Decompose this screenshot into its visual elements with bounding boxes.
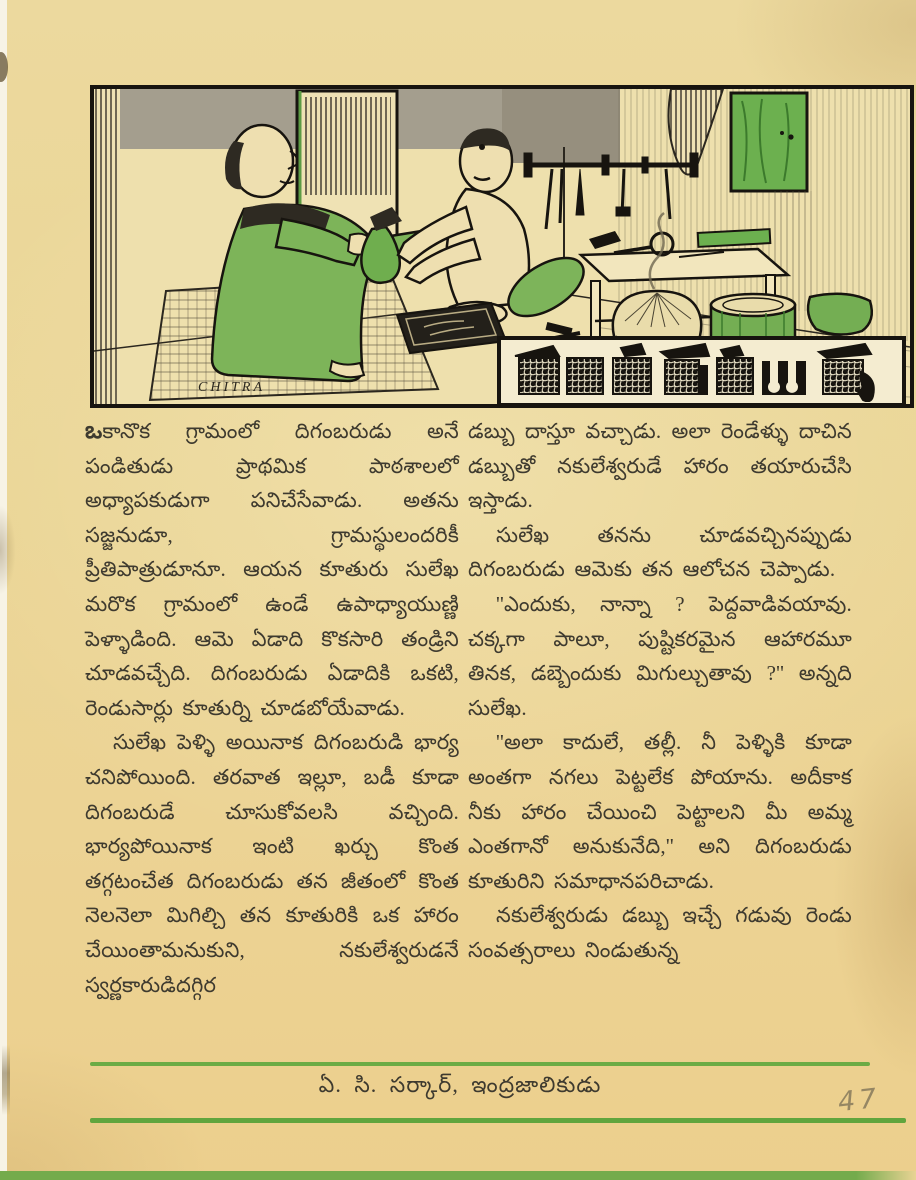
wall-band-corner bbox=[502, 89, 620, 163]
story-paragraph: నకులేశ్వరుడు డబ్బు ఇచ్చే గడువు రెండు సంవత్సరాలు నిండుతున్న bbox=[468, 903, 852, 962]
toolbox bbox=[397, 303, 506, 353]
left-wall-hatch bbox=[94, 89, 120, 404]
text-column-right bbox=[468, 414, 852, 968]
stylized-title-graphic bbox=[509, 342, 894, 402]
footer-byline: ఏ. సి. సర్కార్, ఇంద్రజాలికుడు bbox=[318, 1072, 602, 1097]
footer-rule-bottom bbox=[90, 1118, 906, 1123]
story-paragraph: సులేఖ తనను చూడవచ్చినప్పుడు దిగంబరుడు ఆమెకు తన ఆలోచన చెప్పాడు. bbox=[468, 522, 852, 582]
bottom-green-bar bbox=[0, 1171, 916, 1180]
story-paragraph: డబ్బు దాస్తూ వచ్చాడు. అలా రెండేళ్ళు దాచిన డబ్బుతో నకులేశ్వరుడే హారం తయారుచేసి ఇస్తాడు. bbox=[468, 419, 852, 513]
artist-signature: CHITRA bbox=[198, 380, 265, 395]
green-bowl bbox=[808, 294, 872, 335]
story-title-banner bbox=[497, 336, 906, 407]
edge-smudge bbox=[2, 1045, 10, 1115]
forehead-mark bbox=[479, 144, 485, 150]
fold-mark bbox=[0, 505, 16, 595]
story-paragraph: ఒకానొక గ్రామంలో దిగంబరుడు అనే పండితుడు ప్రాథమిక పాఠశాలలో అధ్యాపకుడుగా పనిచేసేవాడు. అతను సజ్జనుడూ, గ్రామస్థులందరికీ ప్రీతిపాత్రుడూనూ. ఆయన కూతురు సులేఖ మరొక గ్రామంలో ఉండే ఉపాధ్యాయుణ్ణి పెళ్ళాడింది. ఆమె ఏడాది కొకసారి తండ్రిని చూడవచ్చేది. దిగంబరుడు ఏడాదికి ఒకటి, రెండుసార్లు కూతుర్ని చూడబోయేవాడు. bbox=[85, 418, 459, 720]
story-paragraph: ''ఎందుకు, నాన్నా ? పెద్దవాడివయావు. చక్కగా పాలూ, పుష్టికరమైన ఆహారమూ తినక, డబ్బెందుకు మిగుల్చుతావు ?'' అన్నది సులేఖ. bbox=[468, 591, 852, 720]
footer-rule-top bbox=[90, 1062, 870, 1066]
text-column-left bbox=[85, 414, 459, 1002]
handwritten-page-number: 47 bbox=[836, 1082, 882, 1119]
bottom-bar-fade bbox=[856, 1171, 916, 1180]
story-paragraph: సులేఖ పెళ్ళి అయినాక దిగంబరుడి భార్య చనిపోయింది. తరవాత ఇల్లూ, బడీ కూడా దిగంబరుడే చూసుకోవలసి వచ్చింది. భార్యపోయినాక ఇంటి ఖర్చు కొంత తగ్గటంచేత దిగంబరుడు తన జీతంలో కొంత నెలనెలా మిగిల్చి తన కూతురికి ఒక హారం చేయింతామనుకుని, నకులేశ్వరుడనే స్వర్ణకారుడిదగ్గిర bbox=[85, 730, 459, 997]
story-paragraph: ''అలా కాదులే, తల్లీ. నీ పెళ్ళికి కూడా అంతగా నగలు పెట్టలేక పోయాను. అదీకాక నీకు హారం చేయించి పెట్టాలని మీ అమ్మ ఎంతగానో అనుకునేది,'' అని దిగంబరుడు కూతురిని సమాధానపరిచాడు. bbox=[468, 730, 852, 893]
